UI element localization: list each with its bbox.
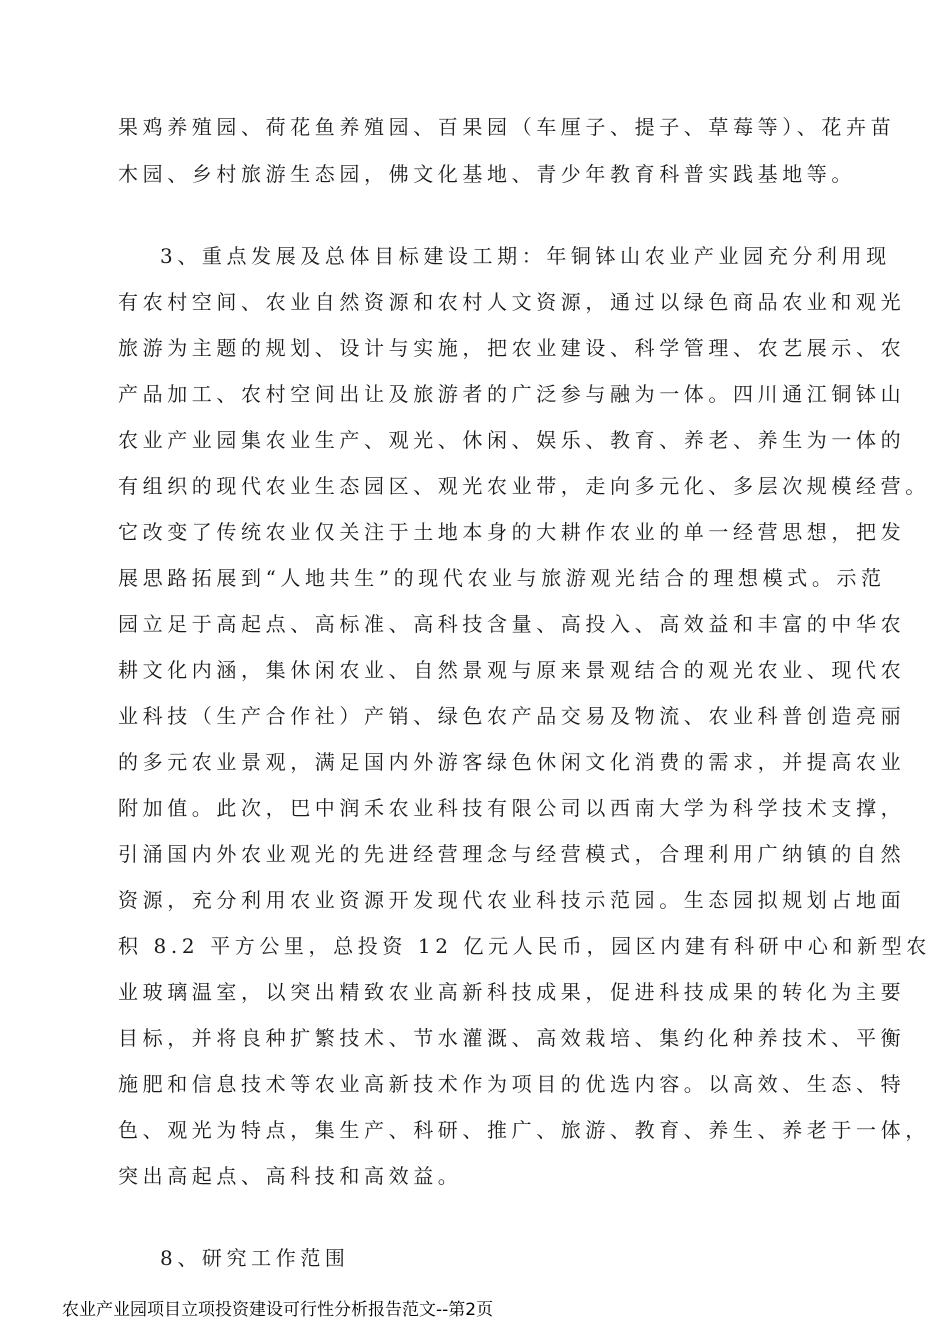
paragraph-line: 有组织的现代农业生态园区、观光农业带，走向多元化、多层次规模经营。 — [118, 474, 930, 498]
paragraph-line: 业玻璃温室，以突出精致农业高新科技成果，促进科技成果的转化为主要 — [118, 980, 906, 1004]
paragraph-line: 目标，并将良种扩繁技术、节水灌溉、高效栽培、集约化种养技术、平衡 — [118, 1026, 906, 1050]
paragraph-line: 展思路拓展到“人地共生”的现代农业与旅游观光结合的理想模式。示范 — [118, 566, 886, 590]
paragraph-line: 耕文化内涵，集休闲农业、自然景观与原来景观结合的观光农业、现代农 — [118, 658, 906, 682]
paragraph-line: 园立足于高起点、高标准、高科技含量、高投入、高效益和丰富的中华农 — [118, 612, 906, 636]
paragraph-line: 的多元农业景观，满足国内外游客绿色休闲文化消费的需求，并提高农业 — [118, 750, 906, 774]
paragraph-line: 引涌国内外农业观光的先进经营理念与经营模式，合理利用广纳镇的自然 — [118, 842, 906, 866]
paragraph-line: 积 8.2 平方公里，总投资 12 亿元人民币，园区内建有科研中心和新型农 — [118, 934, 931, 958]
paragraph-line: 附加值。此次，巴中润禾农业科技有限公司以西南大学为科学技术支撑， — [118, 796, 906, 820]
paragraph-line: 农业产业园集农业生产、观光、休闲、娱乐、教育、养老、养生为一体的 — [118, 428, 906, 452]
paragraph-line: 产品加工、农村空间出让及旅游者的广泛参与融为一体。四川通江铜钵山 — [118, 382, 906, 406]
paragraph-line: 它改变了传统农业仅关注于土地本身的大耕作农业的单一经营思想，把发 — [118, 520, 906, 544]
section-heading: 8、研究工作范围 — [160, 1246, 350, 1270]
paragraph-line: 业科技（生产合作社）产销、绿色农产品交易及物流、农业科普创造亮丽 — [118, 704, 906, 728]
paragraph-line: 施肥和信息技术等农业高新技术作为项目的优选内容。以高效、生态、特 — [118, 1072, 906, 1096]
paragraph-line: 有农村空间、农业自然资源和农村人文资源，通过以绿色商品农业和观光 — [118, 290, 906, 314]
page-footer: 农业产业园项目立项投资建设可行性分析报告范文--第2页 — [62, 1300, 494, 1320]
paragraph-line: 果鸡养殖园、荷花鱼养殖园、百果园（车厘子、提子、草莓等）、花卉苗 — [118, 115, 896, 139]
paragraph-line: 旅游为主题的规划、设计与实施，把农业建设、科学管理、农艺展示、农 — [118, 336, 906, 360]
paragraph-line: 3、重点发展及总体目标建设工期：年铜钵山农业产业园充分利用现 — [160, 244, 891, 268]
paragraph-line: 突出高起点、高科技和高效益。 — [118, 1164, 463, 1188]
paragraph-line: 资源，充分利用农业资源开发现代农业科技示范园。生态园拟规划占地面 — [118, 888, 906, 912]
paragraph-line: 色、观光为特点，集生产、科研、推广、旅游、教育、养生、养老于一体， — [118, 1118, 930, 1142]
paragraph-line: 木园、乡村旅游生态园，佛文化基地、青少年教育科普实践基地等。 — [118, 162, 856, 186]
